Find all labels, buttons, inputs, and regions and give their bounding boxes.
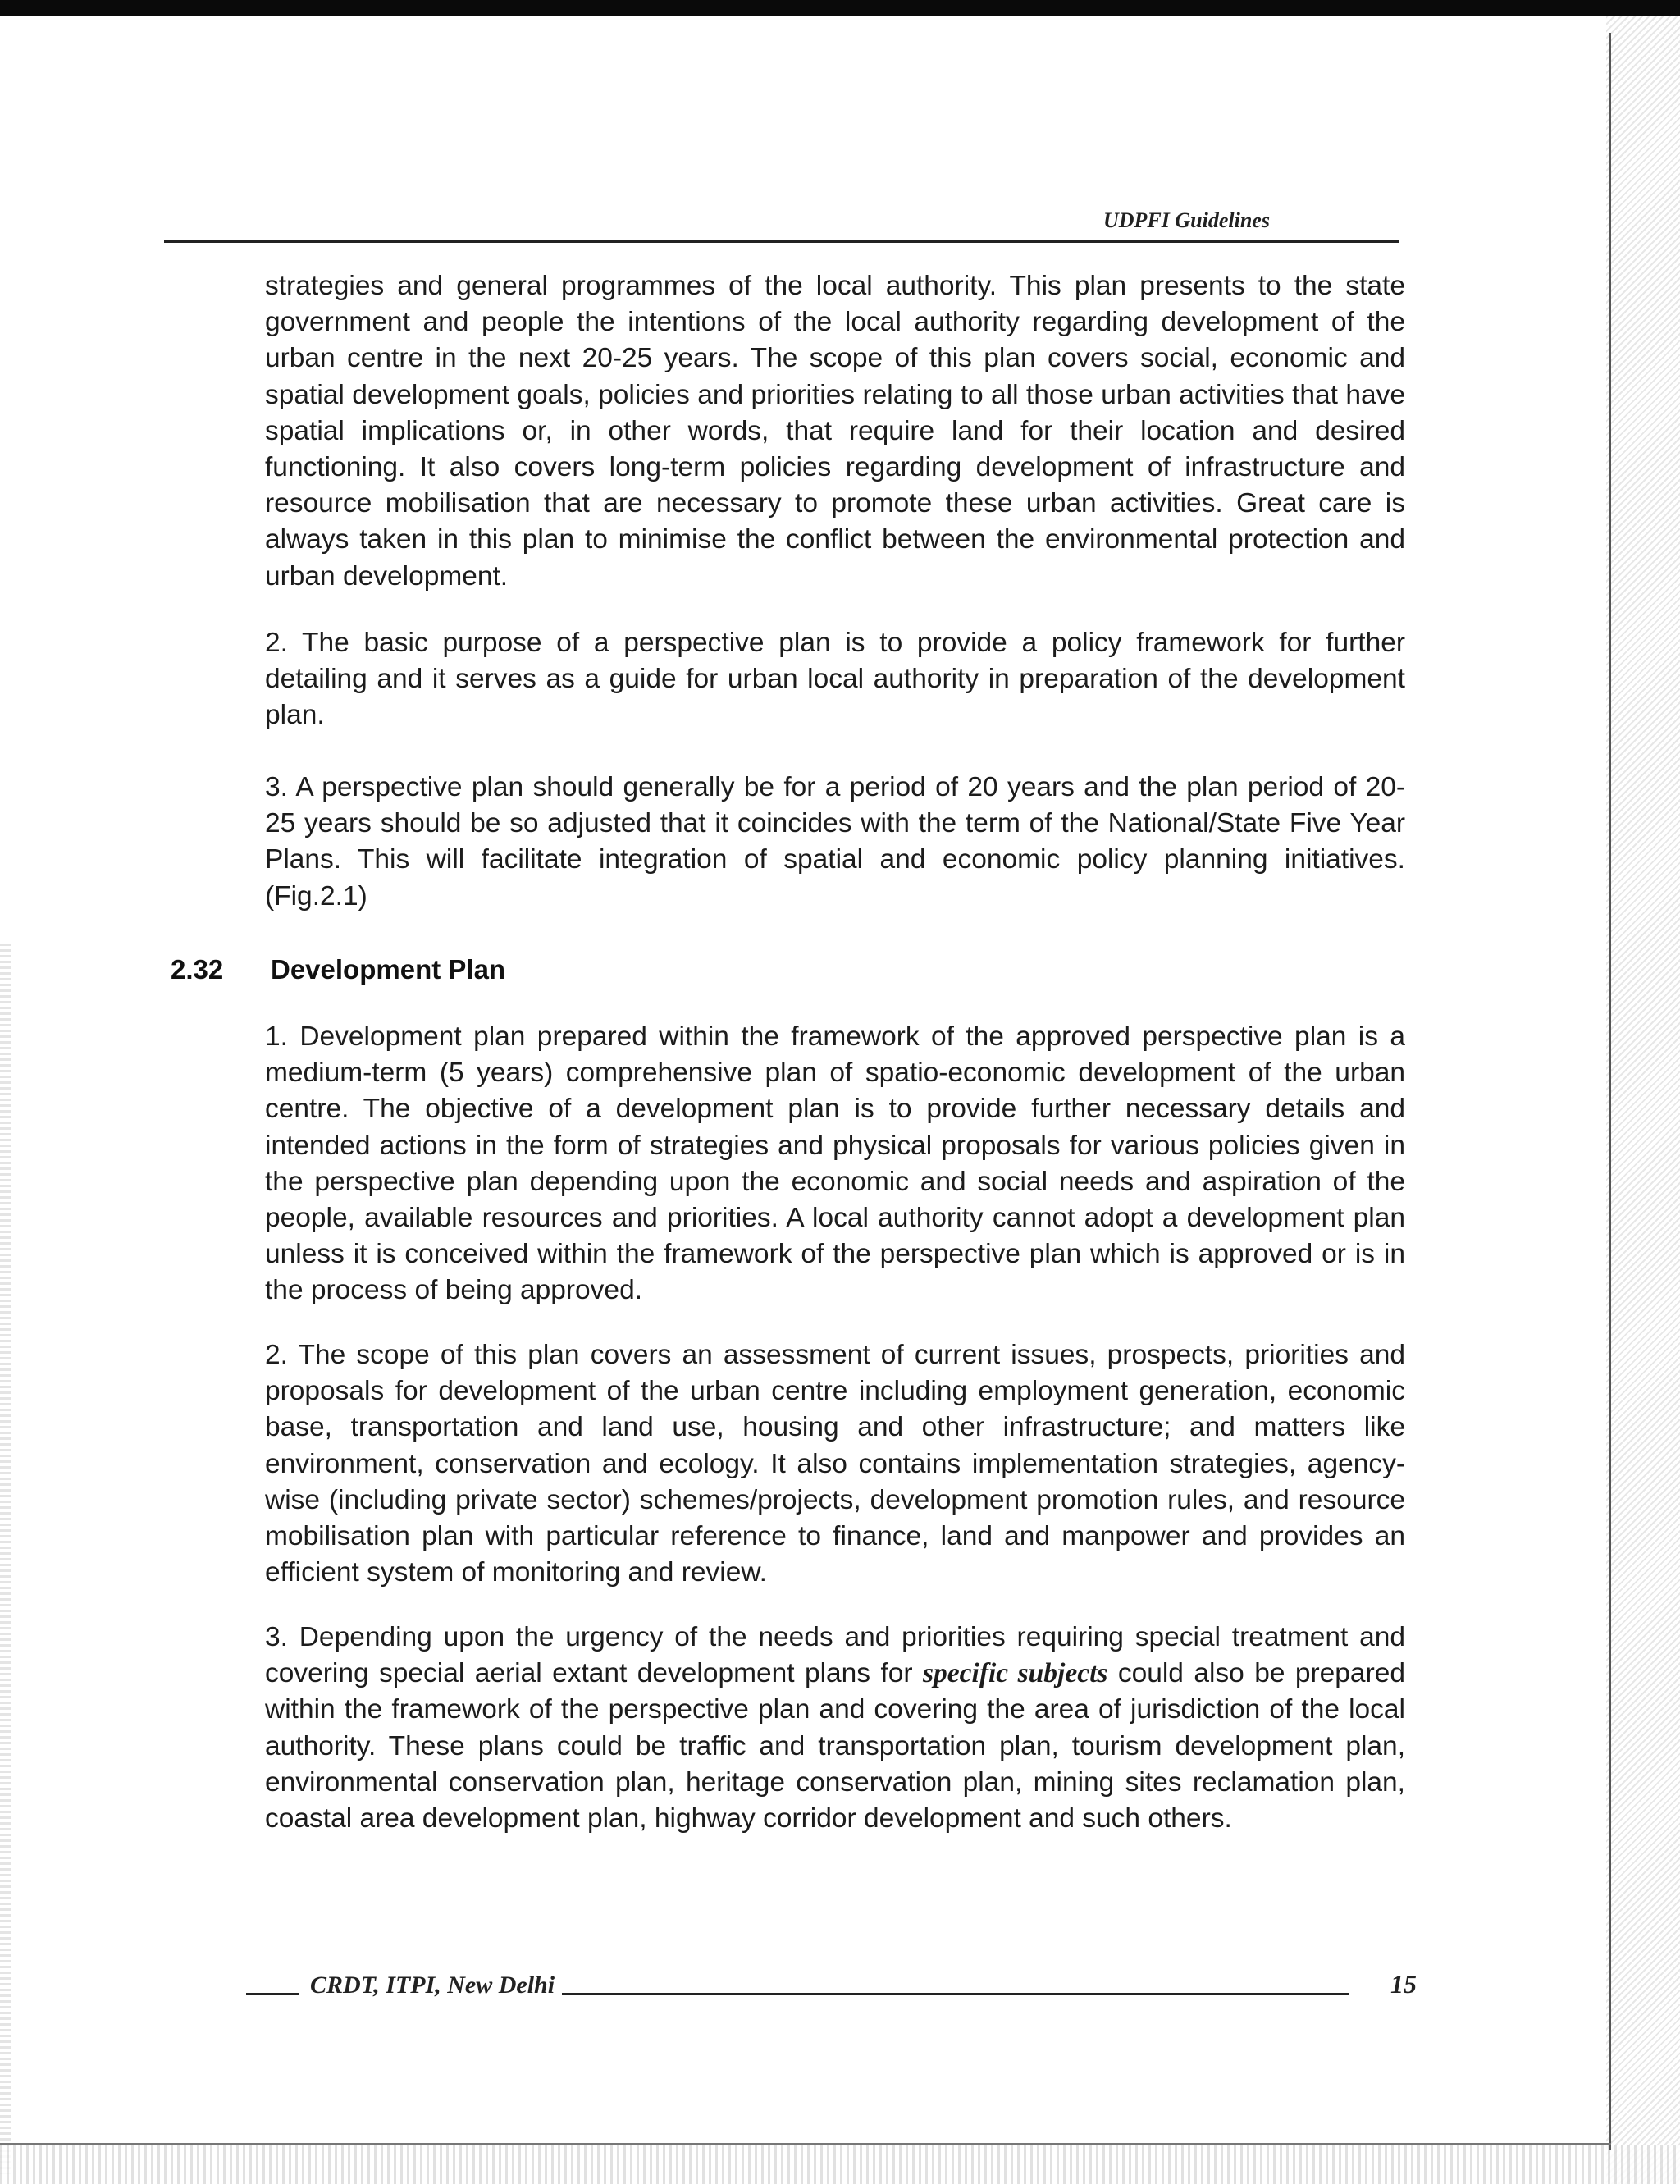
- paragraph-development-2: 2. The scope of this plan covers an assessment of current issues, prospects, priorities and proposals for development of the urban centre including employment generation, economic base, transportation and land use, housing and other infrastructure; and matters like environment, conservation and ecology. It also contains implementation strategies, agency-wise (including private sector) schemes/projects, development promotion rules, and resource mobilisation plan with particular reference to finance, land and manpower and provides an efficient system of monitoring and review.: [265, 1340, 1405, 1588]
- running-header: UDPFI Guidelines: [1095, 208, 1278, 233]
- paragraph-intro: strategies and general programmes of the local authority. This plan presents to the state government and people the intentions of the local authority regarding development of the urban centre in the next 20-25 years. The scope of this plan covers social, economic and spatial development goals, policies and priorities relating to all those urban activities that have spatial implications or, in other words, that require land for their location and desired functioning. It also covers long-term policies regarding development of infrastructure and resource mobilisation that are necessary to promote these urban activities. Great care is always taken in this plan to minimise the conflict between the environmental protection and urban development.: [265, 271, 1405, 592]
- section-number: 2.32: [171, 954, 224, 985]
- footer-organization: CRDT, ITPI, New Delhi: [310, 1972, 555, 1999]
- paragraph-development-1: 1. Development plan prepared within the framework of the approved perspective plan is a medium-term (5 years) comprehensive plan of spatio-economic development of the urban centre. The objective of a development plan is to provide further necessary details and intended actions in the form of strategies and physical proposals for various policies given in the perspective plan depending upon the economic and social needs and aspiration of the people, available resources and priorities. A local authority cannot adopt a development plan unless it is conceived within the framework of the perspective plan which is approved or is in the process of being approved.: [265, 1021, 1405, 1306]
- scan-bottom-noise: [0, 2145, 1680, 2184]
- page-edge-right: [1609, 33, 1611, 2150]
- scan-top-border: [0, 0, 1680, 16]
- scan-left-noise: [0, 944, 11, 2174]
- page-edge-bottom: [0, 2143, 1611, 2145]
- paragraph-development-3: [265, 1620, 1405, 1837]
- paragraph-perspective-3: 3. A perspective plan should generally be for a period of 20 years and the plan period of 20-25 years should be so adjusted that it coincides with the term of the National/State Five Year Plans. This will facilitate integration of spatial and economic policy planning initiatives. (Fig.2.1): [265, 772, 1405, 912]
- paragraph-perspective-2: 2. The basic purpose of a perspective plan is to provide a policy framework for further detailing and it serves as a guide for urban local authority in preparation of the development plan.: [265, 628, 1405, 731]
- paragraph-development-3-end: could also be prepared within the framework of the perspective plan and covering the area of jurisdiction of the local authority. These plans could be traffic and transportation plan, tourism development plan, environmental conservation plan, heritage conservation plan, mining sites reclamation plan, coastal area development plan, highway corridor development and such others.: [265, 1658, 1405, 1834]
- section-title: Development Plan: [271, 954, 506, 985]
- paragraph-development-3-start: 3. Depending upon the urgency of the needs and priorities requiring special treatment and covering special aerial extant development plans for: [265, 1622, 1405, 1689]
- footer-rule-right: [562, 1993, 1349, 1995]
- scan-right-noise: [1606, 16, 1680, 2184]
- page-number: 15: [1390, 1969, 1417, 1999]
- emphasis-specific-subjects: specific subjects: [922, 1658, 1108, 1689]
- footer-rule-left: [246, 1993, 299, 1995]
- header-rule: [164, 240, 1399, 243]
